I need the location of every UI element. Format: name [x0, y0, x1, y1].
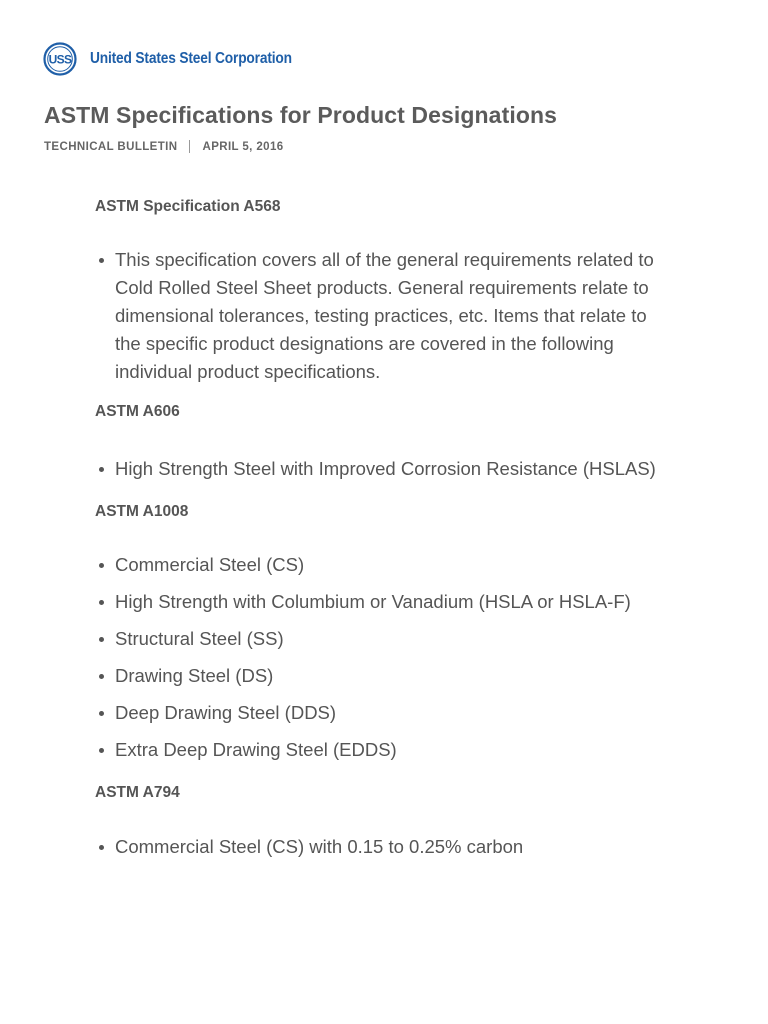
list-item [95, 551, 675, 579]
list-item-text: This specification covers all of the general requirements related to Cold Rolled Steel Sheet products. General requirements relate to dimensional tolerances, testing practices, etc. Items that relate to the specific product designations are covered in the following individual product specifications. [115, 249, 654, 382]
list-item [95, 588, 675, 616]
list-item [95, 246, 675, 386]
list-item [95, 699, 675, 727]
bullet-icon [99, 467, 104, 472]
bullet-icon [99, 258, 104, 263]
list-item [95, 662, 675, 690]
bullet-icon [99, 637, 104, 642]
section-heading-a794: ASTM A794 [95, 784, 180, 801]
list-item-text: High Strength with Columbium or Vanadium (HSLA or HSLA-F) [115, 591, 631, 612]
page-title: ASTM Specifications for Product Designations [44, 102, 558, 128]
list-item [95, 455, 675, 483]
list-item-text: Commercial Steel (CS) [115, 554, 305, 575]
site-header [43, 41, 325, 77]
article-category[interactable]: TECHNICAL BULLETIN [44, 140, 178, 153]
meta-divider [189, 140, 190, 153]
uss-logo-icon[interactable] [43, 42, 77, 76]
bullet-icon [99, 711, 104, 716]
bullet-list [95, 455, 675, 483]
bullet-icon [99, 845, 104, 850]
list-item-text: High Strength Steel with Improved Corrosion Resistance (HSLAS) [115, 458, 656, 479]
list-item [95, 833, 675, 861]
list-item-text: Commercial Steel (CS) with 0.15 to 0.25% carbon [115, 836, 524, 857]
section-heading-a1008: ASTM A1008 [95, 503, 189, 520]
list-item [95, 736, 675, 764]
section-heading-a606: ASTM A606 [95, 403, 180, 420]
list-item-text: Structural Steel (SS) [115, 628, 284, 649]
company-name[interactable]: United States Steel Corporation [90, 50, 292, 67]
bullet-icon [99, 563, 104, 568]
svg-text:USS: USS [48, 52, 72, 67]
bullet-icon [99, 674, 104, 679]
bullet-icon [99, 600, 104, 605]
list-item-text: Extra Deep Drawing Steel (EDDS) [115, 739, 397, 760]
article-body [95, 196, 675, 861]
section-heading-a568: ASTM Specification A568 [95, 198, 281, 215]
list-item [95, 625, 675, 653]
bullet-list [95, 551, 675, 764]
list-item-text: Drawing Steel (DS) [115, 665, 274, 686]
bullet-icon [99, 748, 104, 753]
article-date: APRIL 5, 2016 [202, 140, 284, 153]
bullet-list [95, 246, 675, 386]
bullet-list [95, 833, 675, 861]
list-item-text: Deep Drawing Steel (DDS) [115, 702, 337, 723]
article-meta [44, 140, 284, 153]
